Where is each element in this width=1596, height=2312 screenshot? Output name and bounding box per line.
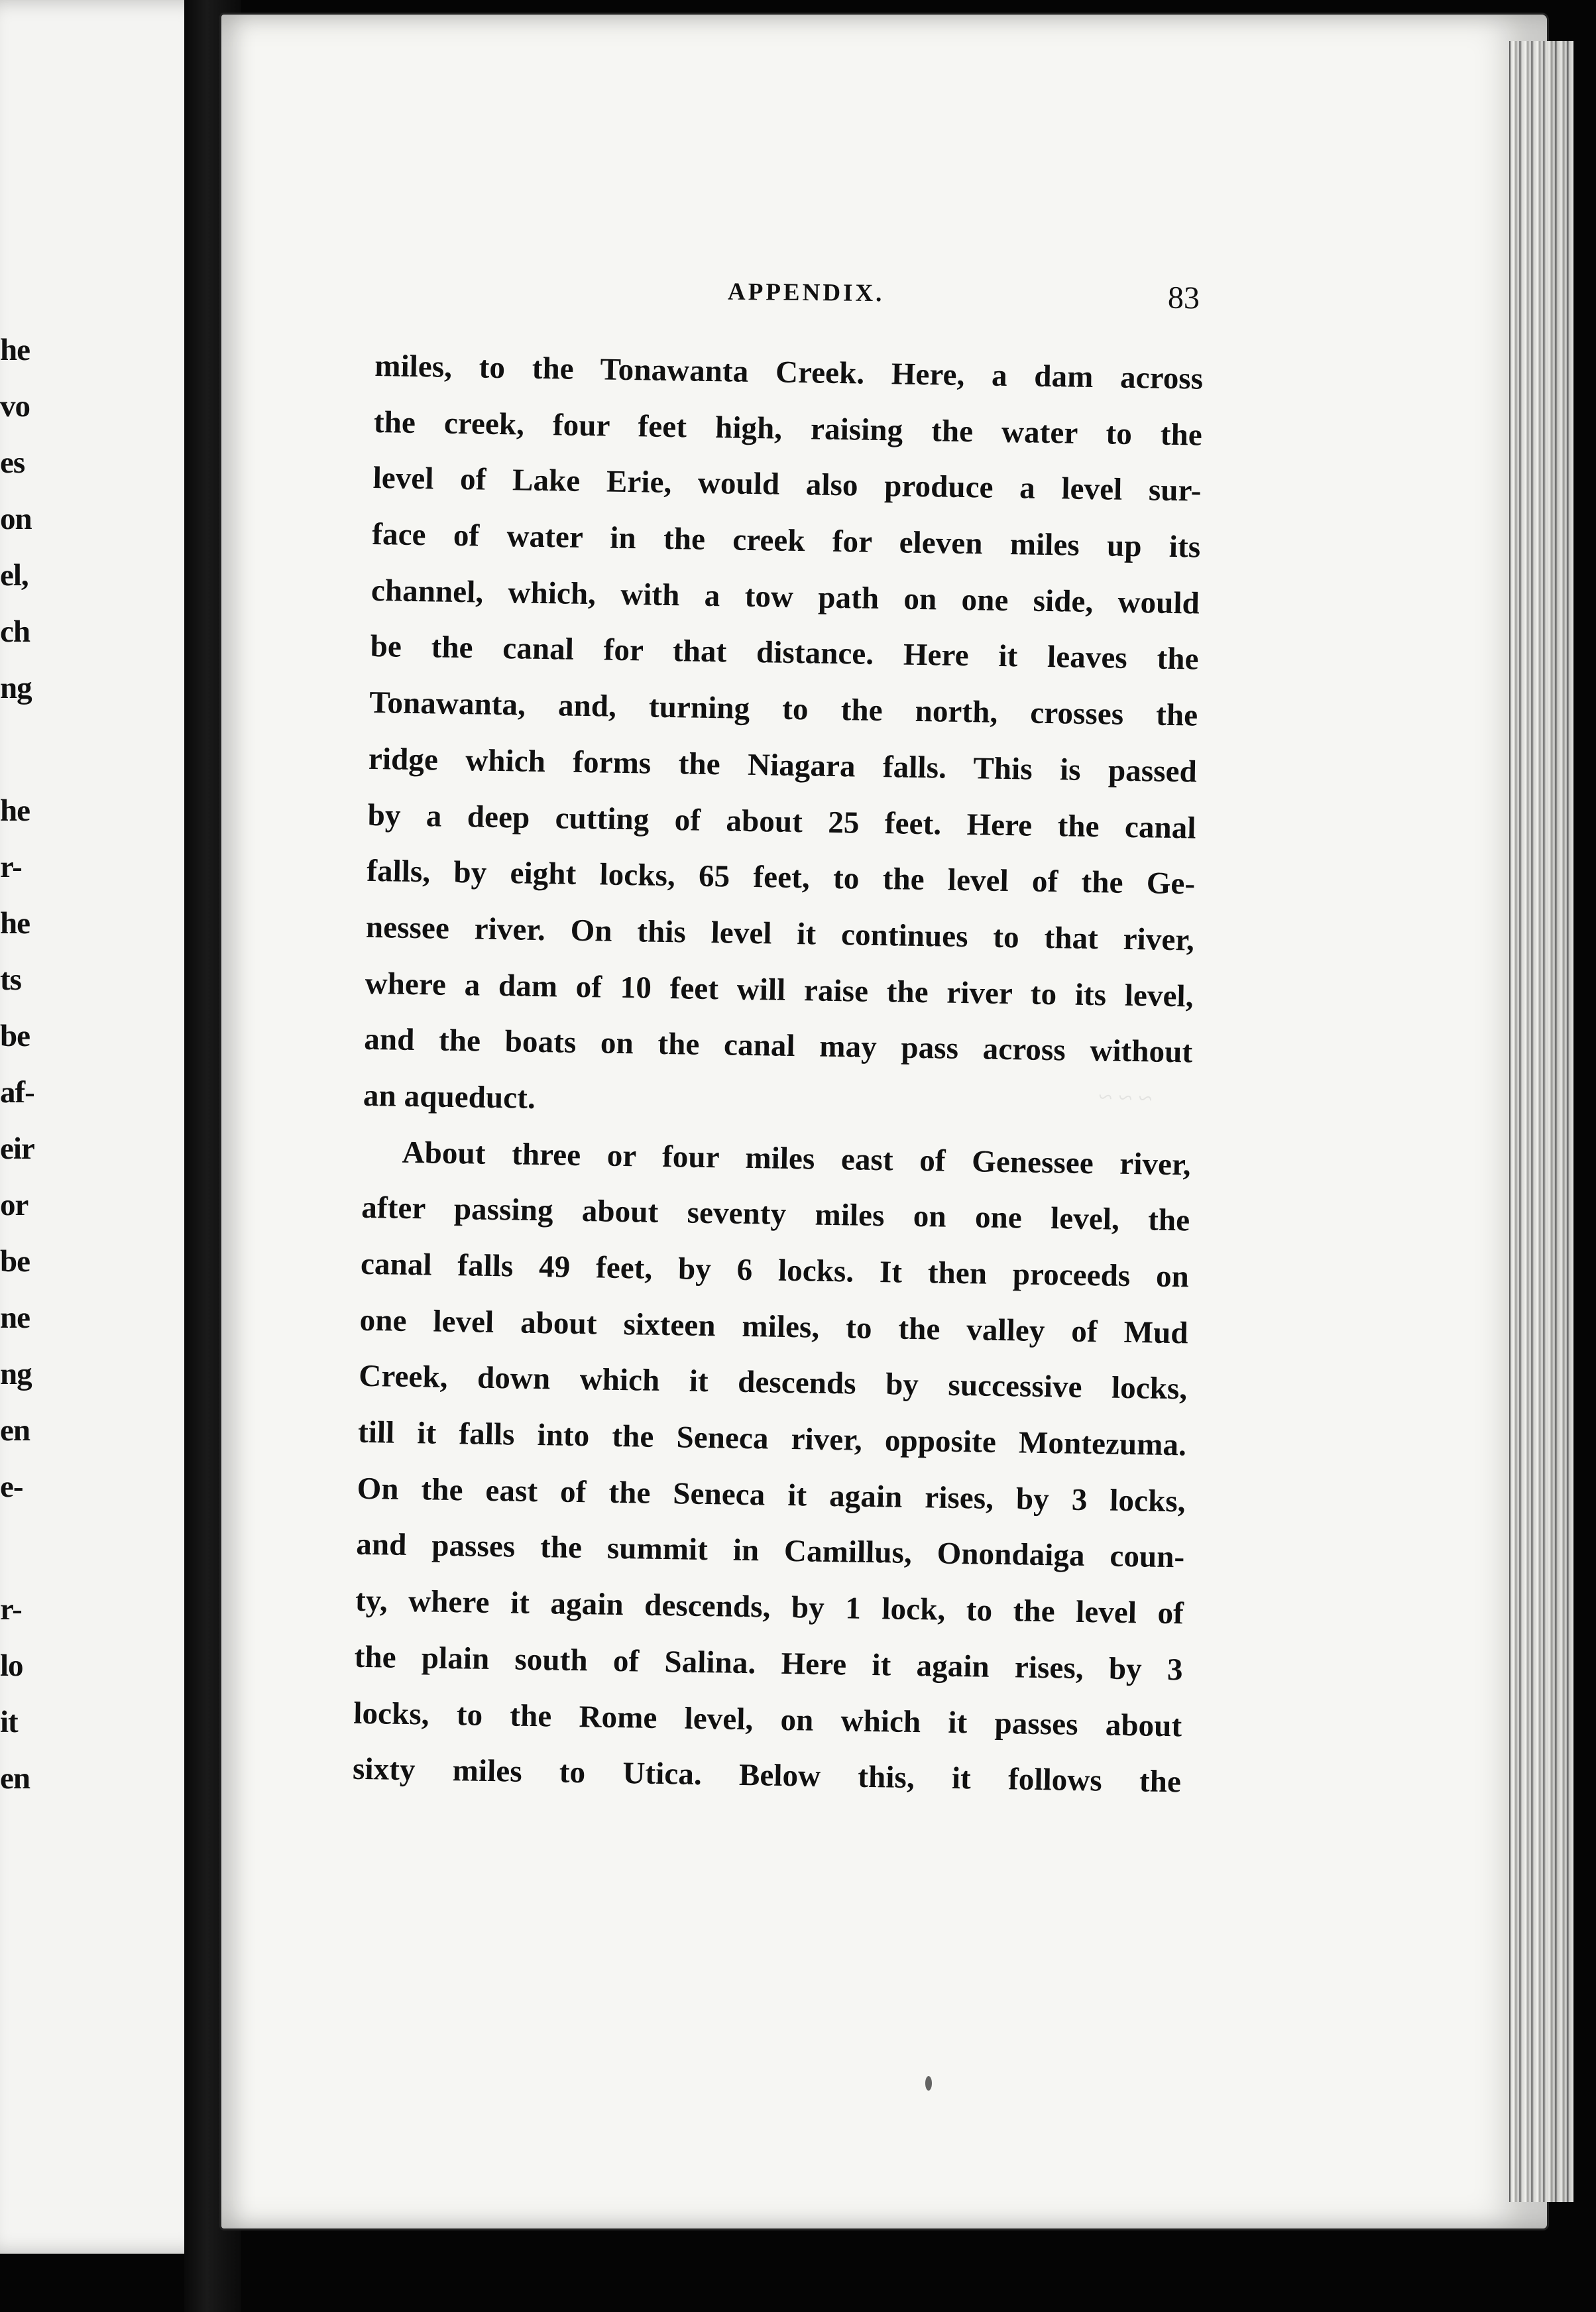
text-line: ty, where it again descends, by 1 lock, to the level of <box>355 1583 1184 1631</box>
text-line: face of water in the creek for eleven miles up its <box>371 517 1201 565</box>
previous-page-fragment: be <box>0 1244 30 1279</box>
previous-page-fragment: he <box>0 906 30 941</box>
text-line: Tonawanta, and, turning to the north, crosses the <box>369 685 1198 733</box>
text-line: after passing about seventy miles on one level, the <box>361 1190 1190 1238</box>
ink-smudge <box>925 2076 932 2091</box>
text-line: Creek, down which it descends by successive locks, <box>358 1359 1188 1407</box>
previous-page-fragment: ne <box>0 1300 30 1335</box>
previous-page-fragment: r- <box>0 1592 22 1627</box>
previous-page-fragment: be <box>0 1019 30 1053</box>
text-line: one level about sixteen miles, to the valley of Mud <box>359 1302 1188 1351</box>
text-line: the creek, four feet high, raising the water to the <box>373 404 1203 453</box>
text-line: an aqueduct. <box>363 1078 536 1116</box>
text-line: locks, to the Rome level, on which it passes about <box>353 1696 1182 1743</box>
previous-page-fragment: af- <box>0 1075 34 1110</box>
previous-page-fragment: it <box>0 1705 18 1739</box>
text-line: and passes the summit in Camillus, Onondaiga coun- <box>355 1527 1185 1575</box>
previous-page-fragment: lo <box>0 1648 23 1683</box>
previous-page-fragment: eir <box>0 1131 34 1166</box>
previous-page-fragment: or <box>0 1188 28 1222</box>
body-text <box>352 338 1203 1810</box>
text-line: About three or four miles east of Genessee river, <box>402 1135 1191 1183</box>
previous-page-fragment: ts <box>0 962 21 997</box>
previous-page-fragment: ng <box>0 1357 32 1391</box>
running-head: APPENDIX. <box>727 278 885 308</box>
previous-page-fragment: r- <box>0 850 22 884</box>
text-line: level of Lake Erie, would also produce a level sur- <box>372 461 1202 508</box>
text-line: miles, to the Tonawanta Creek. Here, a dam across <box>374 348 1204 396</box>
previous-page-fragment: vo <box>0 389 30 424</box>
text-line: and the boats on the canal may pass across without <box>363 1022 1193 1070</box>
text-line: ridge which forms the Niagara falls. This is passed <box>368 741 1198 789</box>
text-line: be the canal for that distance. Here it leaves the <box>370 629 1199 677</box>
faint-show-through-mark: ~ ~ ~ <box>1098 1082 1153 1113</box>
page-number: 83 <box>1167 280 1200 316</box>
text-line: the plain south of Salina. Here it again rises, by 3 <box>354 1639 1183 1688</box>
text-line: where a dam of 10 feet will raise the river to its level, <box>365 966 1194 1014</box>
text-line: nessee river. On this level it continues to that river, <box>365 909 1195 958</box>
previous-page-fragment: on <box>0 502 32 536</box>
text-line: On the east of the Seneca it again rises, by 3 locks, <box>357 1471 1186 1519</box>
previous-page-fragment: ch <box>0 614 30 649</box>
previous-page-fragment: el, <box>0 558 28 593</box>
previous-page-fragment: es <box>0 445 25 480</box>
previous-page-fragment: en <box>0 1413 30 1448</box>
previous-page-fragment: ng <box>0 671 32 705</box>
previous-page-fragment: e- <box>0 1470 23 1504</box>
previous-page-fragment: en <box>0 1761 30 1796</box>
text-line: canal falls 49 feet, by 6 locks. It then proceeds on <box>360 1246 1190 1295</box>
text-line: sixty miles to Utica. Below this, it follows the <box>352 1751 1182 1800</box>
previous-page-fragment: he <box>0 333 30 367</box>
previous-page-fragment: he <box>0 793 30 828</box>
text-line: by a deep cutting of about 25 feet. Here the canal <box>367 797 1196 846</box>
text-line: till it falls into the Seneca river, opposite Montezuma. <box>357 1415 1187 1463</box>
text-line: falls, by eight locks, 65 feet, to the level of the Ge- <box>366 854 1196 901</box>
text-line: channel, which, with a tow path on one side, would <box>370 573 1200 621</box>
